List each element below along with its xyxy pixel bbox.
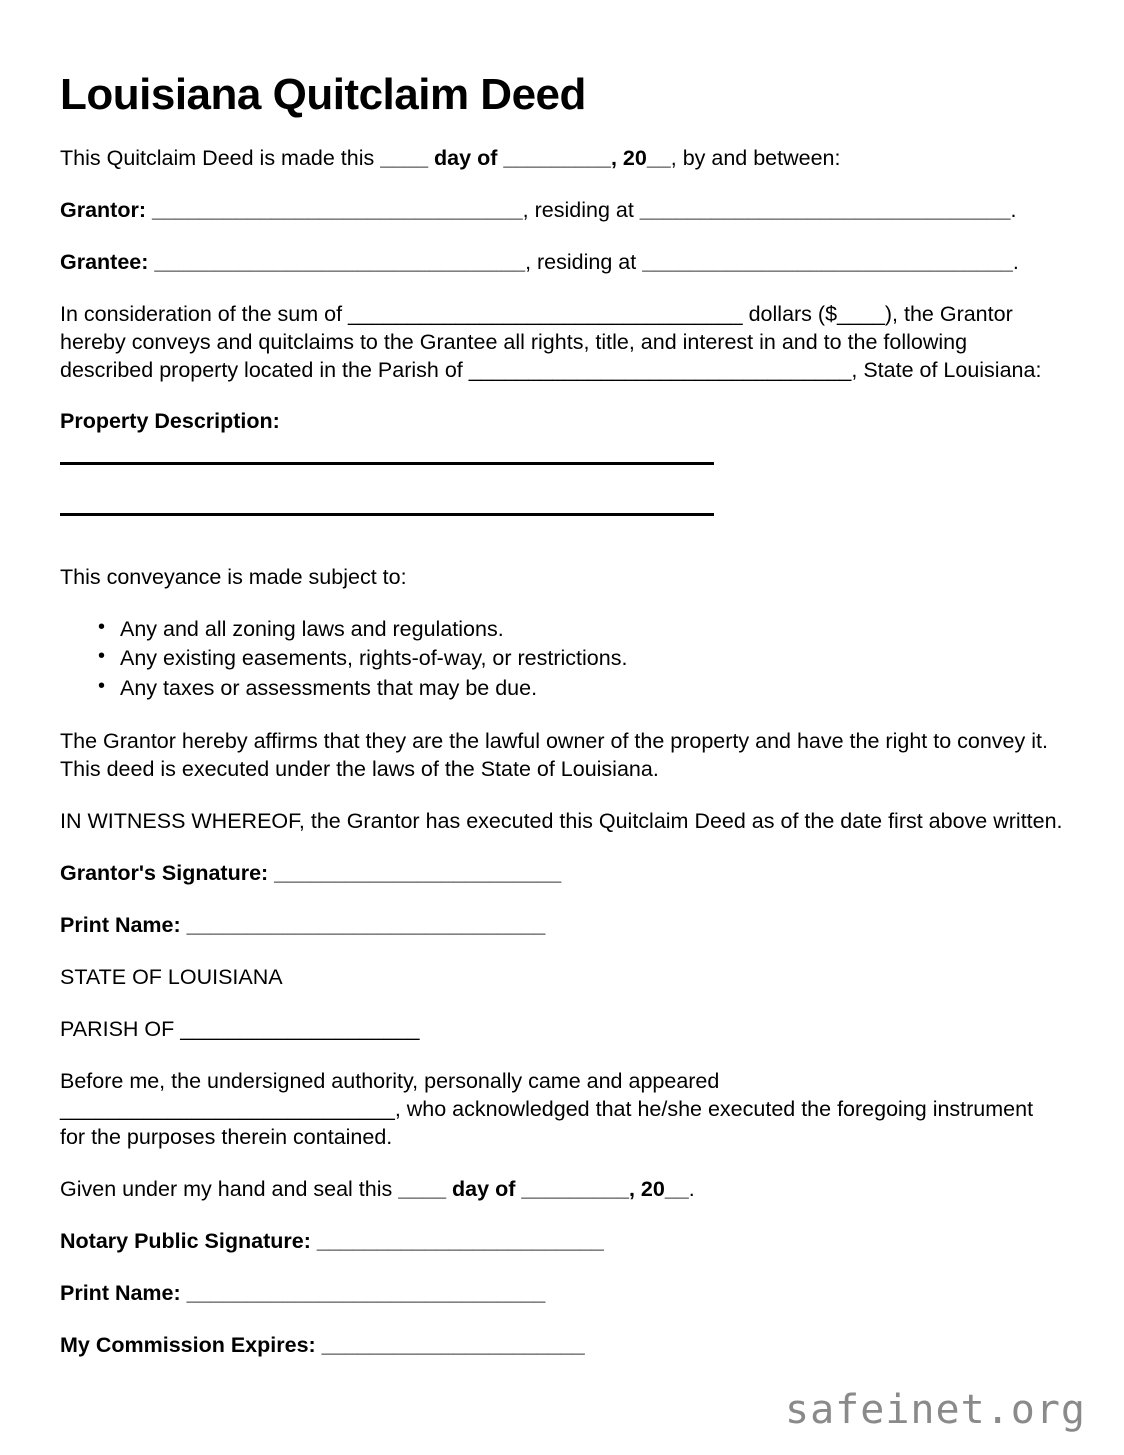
commission-expires-line bbox=[60, 1332, 1064, 1360]
grantor-residing-label: , residing at bbox=[522, 198, 640, 223]
parish-of-label: PARISH OF bbox=[60, 1017, 181, 1041]
grantor-print-name-label: Print Name: bbox=[60, 913, 187, 938]
notary-print-name-line bbox=[60, 1280, 1064, 1308]
notary-print-name-blank[interactable]: ______________________________ bbox=[186, 1280, 546, 1305]
consideration-part2: dollars ($ bbox=[742, 302, 838, 327]
affirmation-paragraph: The Grantor hereby affirms that they are the lawful owner of the property and have the right to convey it. This deed is executed under the laws of the State of Louisiana. bbox=[60, 729, 1048, 782]
grantor-signature-blank[interactable]: ________________________ bbox=[274, 861, 562, 886]
consideration-part1: In consideration of the sum of bbox=[60, 302, 349, 327]
commission-expires-label: My Commission Expires: bbox=[60, 1332, 322, 1357]
grantee-name-blank: _______________________________ bbox=[154, 250, 526, 275]
acknowledgment-part2: , who acknowledged that he/she executed the foregoing instrument for the purposes therein contained. bbox=[60, 1096, 1034, 1149]
consideration-parish-blank: ________________________________ bbox=[468, 357, 852, 382]
grantor-line bbox=[60, 197, 1064, 225]
parish-of-line bbox=[60, 1016, 1064, 1044]
state-of-louisiana: STATE OF LOUISIANA bbox=[60, 965, 283, 990]
acknowledgment-name-blank[interactable]: ____________________________ bbox=[60, 1096, 395, 1121]
seal-date-month-blank: _________ bbox=[521, 1176, 629, 1201]
commission-expires-blank[interactable]: ______________________ bbox=[321, 1332, 585, 1357]
property-description-line-1[interactable] bbox=[60, 462, 714, 465]
grantee-residing-label: , residing at bbox=[525, 250, 643, 275]
watermark: safeinet.org bbox=[785, 1387, 1086, 1433]
grantor-period: . bbox=[1010, 198, 1017, 223]
witness-paragraph: IN WITNESS WHEREOF, the Grantor has executed this Quitclaim Deed as of the date first above written. bbox=[60, 809, 1063, 834]
parish-of-blank[interactable]: ____________________ bbox=[180, 1017, 420, 1041]
subject-intro: This conveyance is made subject to: bbox=[60, 564, 407, 589]
consideration-part3: ), the Grantor hereby conveys and quitclaims to the Grantee all rights, title, and interest in and to the following described property located in the Parish of bbox=[60, 302, 1013, 382]
acknowledgment-part1: Before me, the undersigned authority, personally came and appeared bbox=[60, 1068, 720, 1093]
grantee-address-blank: _______________________________ bbox=[642, 250, 1013, 275]
intro-paragraph bbox=[60, 145, 1064, 173]
grantor-name-blank: _______________________________ bbox=[151, 198, 523, 223]
acknowledgment-paragraph bbox=[60, 1068, 1064, 1152]
grantor-print-name-blank[interactable]: ______________________________ bbox=[186, 913, 546, 938]
consideration-dollar-blank: ____ bbox=[837, 302, 885, 327]
intro-day-blank: ____ bbox=[380, 146, 429, 171]
seal-date-part1: Given under my hand and seal this bbox=[60, 1176, 399, 1201]
intro-text-part2: , by and between: bbox=[670, 146, 841, 171]
notary-print-name-label: Print Name: bbox=[60, 1280, 187, 1305]
notary-signature-blank[interactable]: ________________________ bbox=[316, 1228, 604, 1253]
grantor-signature-line bbox=[60, 860, 1064, 888]
consideration-part4: , State of Louisiana: bbox=[851, 357, 1042, 382]
grantor-signature-label: Grantor's Signature: bbox=[60, 861, 275, 886]
list-item: • Any taxes or assessments that may be due. bbox=[98, 675, 1064, 703]
grantor-label: Grantor: bbox=[60, 198, 152, 223]
seal-date-period: . bbox=[688, 1176, 695, 1201]
notary-signature-label: Notary Public Signature: bbox=[60, 1228, 317, 1253]
list-item: • Any and all zoning laws and regulations. bbox=[98, 616, 1064, 644]
grantor-print-name-line bbox=[60, 912, 1064, 940]
intro-year-blank: , 20__ bbox=[610, 146, 671, 171]
consideration-paragraph bbox=[60, 301, 1064, 385]
grantee-label: Grantee: bbox=[60, 250, 155, 275]
grantee-period: . bbox=[1012, 250, 1019, 275]
property-description-heading: Property Description: bbox=[60, 408, 280, 433]
intro-month-blank: _________ bbox=[503, 146, 611, 171]
seal-date-day-of-label: day of bbox=[446, 1176, 522, 1201]
subject-list bbox=[60, 616, 1064, 703]
list-item: • Any existing easements, rights-of-way, or restrictions. bbox=[98, 645, 1064, 673]
intro-text-part1: This Quitclaim Deed is made this bbox=[60, 146, 381, 171]
notary-signature-line bbox=[60, 1228, 1064, 1256]
property-description-lines bbox=[60, 462, 1064, 516]
seal-date-paragraph bbox=[60, 1176, 1064, 1204]
grantee-line bbox=[60, 249, 1064, 277]
grantor-address-blank: _______________________________ bbox=[639, 198, 1011, 223]
seal-date-day-blank: ____ bbox=[398, 1176, 447, 1201]
intro-day-of-label: day of bbox=[428, 146, 504, 171]
seal-date-year-blank: , 20__ bbox=[628, 1176, 689, 1201]
page-title: Louisiana Quitclaim Deed bbox=[60, 70, 586, 119]
property-description-line-2[interactable] bbox=[60, 513, 714, 516]
consideration-amount-blank: _________________________________ bbox=[348, 302, 743, 327]
